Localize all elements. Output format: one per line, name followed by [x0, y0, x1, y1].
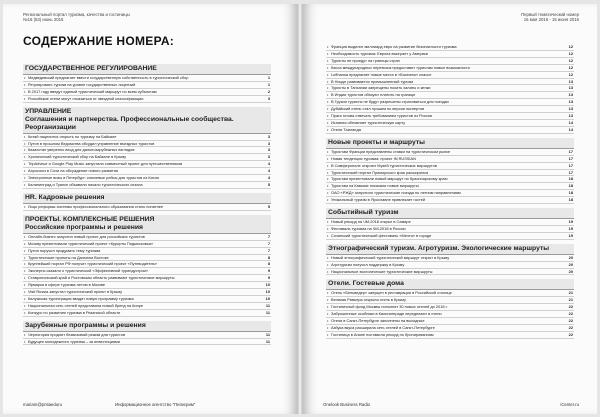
contents-entry[interactable] — [326, 233, 574, 240]
page-number: 1 — [267, 75, 270, 80]
bullet-icon: • — [327, 119, 329, 125]
contents-entry[interactable] — [23, 296, 271, 303]
entry-title: Великая Ривьера открыла отель в Крыму — [331, 297, 406, 303]
entry-title: Необходимость туризма: Европа выиграет у Америки — [331, 50, 428, 56]
page-number: 3 — [267, 147, 270, 153]
entry-title: Франция выделит миллиард евро на развитие безопасности туризма — [331, 44, 457, 49]
bullet-icon: • — [327, 64, 329, 70]
contents-entry[interactable] — [23, 255, 271, 262]
page-number: 11 — [265, 338, 270, 344]
entry-title: Отель «Бельведер» запущен в реставрации в Российской столице — [331, 290, 452, 296]
contents-entry[interactable] — [326, 85, 574, 92]
contents-entry[interactable] — [23, 289, 271, 296]
page-number: 17 — [568, 169, 573, 175]
page-number: 22 — [568, 304, 573, 310]
entry-title: Казахстан уверенно вход для дальнозарубежных взглядов — [28, 147, 135, 153]
page-number: 11 — [265, 302, 270, 308]
bullet-icon: • — [24, 254, 26, 260]
page-number: 8 — [267, 254, 270, 260]
page-number: 22 — [568, 318, 573, 324]
entry-title: Китай нацелится открыть по туризму на Байкале — [28, 133, 117, 139]
bullet-icon: • — [24, 233, 26, 239]
page-number: 8 — [267, 261, 270, 267]
entry-title: Крупнейший портал РФ получит туристический проект «Путеводитель» — [28, 261, 158, 267]
bullet-icon: • — [24, 147, 26, 153]
page-number: 22 — [568, 325, 573, 330]
section-heading — [326, 244, 574, 255]
page-number: 4 — [267, 161, 270, 167]
entry-title: Черногория продлит безвизовый режим для туристов — [28, 331, 126, 337]
contents-entry[interactable] — [23, 175, 271, 182]
contents-entry[interactable] — [326, 51, 574, 58]
entry-title: Visit Russia запустил туристический проект в Крыму — [28, 289, 123, 295]
entry-title: Гостиничный фонд Москвы пополнят 30 новых отелей до 2018 г. — [331, 304, 448, 310]
bullet-icon: • — [327, 331, 329, 337]
contents-entry[interactable] — [326, 170, 574, 177]
bullet-icon: • — [327, 176, 329, 182]
page-number: 5 — [267, 203, 270, 209]
contents-entry[interactable] — [23, 182, 271, 189]
contents-entry[interactable] — [326, 183, 574, 190]
section-title: Отели. Гостевые дома — [328, 280, 404, 288]
bullet-icon: • — [24, 181, 26, 187]
contents-entry[interactable] — [326, 92, 574, 99]
bullet-icon: • — [24, 261, 26, 267]
section-title: УПРАВЛЕНИЕ — [25, 107, 72, 115]
bullet-icon: • — [327, 113, 329, 119]
bullet-icon: • — [24, 95, 26, 101]
contents-entry[interactable] — [326, 197, 574, 204]
entry-title: Отели Таиланда — [331, 126, 361, 132]
entry-title: Аэросоюз в Сочи на обсуждение нового развития — [28, 168, 118, 174]
bullet-icon: • — [24, 81, 26, 87]
contents-entry[interactable] — [326, 176, 574, 183]
bullet-icon: • — [24, 75, 26, 80]
contents-entry[interactable] — [326, 332, 574, 339]
section-heading — [23, 215, 271, 234]
bullet-icon: • — [24, 282, 26, 288]
right-page — [303, 4, 597, 414]
section-heading — [23, 193, 271, 204]
page-number: 9 — [267, 275, 270, 281]
entry-title: Туристам на Кавказе показали новые маршруты — [331, 183, 419, 189]
entry-title: Эксперты сказали о туристической «Эффективной туриндустрии» — [28, 268, 148, 274]
contents-entry[interactable] — [326, 163, 574, 170]
page-number: 13 — [568, 92, 573, 98]
entry-title: Путин поручил продумать тему туризма — [28, 247, 101, 253]
contents-entry[interactable] — [23, 268, 271, 275]
contents-entry[interactable] — [23, 282, 271, 289]
contents-entry[interactable] — [326, 79, 574, 86]
bullet-icon: • — [327, 297, 329, 303]
section-title: ГОСУДАРСТВЕННОЕ РЕГУЛИРОВАНИЕ — [25, 65, 157, 72]
entry-title: Онлайн-бизнес запустил новый проект для российских туристов — [28, 233, 145, 239]
bullet-icon: • — [327, 254, 329, 260]
page-number: 12 — [568, 64, 573, 70]
entry-title: Калининград и Туапсе объявили начало туристического сезона — [28, 181, 143, 187]
entry-title: В 2017 году введут единый туристический маршрут по всем субъектам — [28, 88, 157, 94]
entry-title: Туристы не проедут на границы стран — [331, 57, 400, 63]
section-heading — [326, 208, 574, 219]
bullet-icon: • — [24, 203, 26, 209]
entry-title: Новый этнографический туристический маршрут открыт в Крыму — [331, 254, 450, 260]
bullet-icon: • — [327, 106, 329, 112]
entry-title: ОАО «РЖД» запустило туристические поезда по летним направлениям — [331, 190, 461, 196]
page-number: 22 — [568, 331, 573, 337]
page-title: СОДЕРЖАНИЕ НОМЕРА: — [23, 34, 175, 48]
page-number: 3 — [267, 95, 270, 101]
page-number: 21 — [568, 290, 573, 296]
entry-title: Национальная сеть отелей представила новый бренд на Кипре — [28, 302, 144, 308]
section-title: HR. Кадровые решения — [25, 193, 105, 201]
page-number: 18 — [568, 176, 573, 182]
entry-title: TripAdvisor и Google Play Music запустили совместный проект для путешественников — [28, 161, 183, 167]
section-heading — [326, 279, 574, 290]
contents-entry[interactable] — [23, 96, 271, 103]
entry-title: Касса международных перевозок предоставит туристам новые возможности — [331, 64, 470, 70]
page-number: 10 — [265, 282, 270, 288]
entry-title: Ставропольский край и Ростовская область развивают туристические маршруты — [28, 275, 175, 281]
contents-entry[interactable] — [326, 325, 574, 332]
section-heading — [23, 64, 271, 75]
page-number: 18 — [568, 183, 573, 189]
entry-title: Туристы в Танзании запрещены носить халаты и кепки — [331, 85, 431, 91]
section-title: Соглашения и партнерства. Профессиональные сообщества. — [25, 115, 234, 123]
bullet-icon: • — [24, 133, 26, 139]
entry-title: Российские отели могут отказаться от звездной классификации — [28, 95, 144, 101]
entry-title: Медведевский предлагает ввести государственную собственность в туристический сбор — [28, 75, 189, 80]
page-number: 10 — [265, 289, 270, 295]
entry-title: Новая тенденция туризма: проект IN RUSSIAN — [331, 155, 416, 161]
page-number: 13 — [568, 78, 573, 84]
contents-entry[interactable] — [326, 318, 574, 325]
bullet-icon: • — [327, 50, 329, 56]
header-line: 16 мая 2016 - 15 июня 2016 — [523, 17, 579, 23]
entry-title: Будущее молодежного туризма – за инвестициями — [28, 338, 120, 344]
entry-title: Испания обновляет туристическую карту — [331, 119, 406, 125]
page-number: 9 — [267, 268, 270, 274]
page-number: 3 — [267, 133, 270, 139]
page-number: 2 — [267, 88, 270, 94]
bullet-icon: • — [24, 275, 26, 281]
entry-title: В Симферополе откроют Музей туристических маршрутов — [331, 162, 437, 168]
bullet-icon: • — [327, 183, 329, 189]
bullet-icon: • — [24, 289, 26, 295]
entry-title: Калужская туроперация вводит новую программу туризма — [28, 295, 134, 301]
contents-entry[interactable] — [326, 113, 574, 120]
contents-entry[interactable] — [23, 141, 271, 148]
contents-entry[interactable] — [326, 290, 574, 297]
bullet-icon: • — [24, 331, 26, 337]
bullet-icon: • — [327, 325, 329, 330]
bullet-icon: • — [24, 302, 26, 308]
entry-title: Дубайский отель стал лучшим по версии экспертов — [331, 106, 425, 112]
contents-entry[interactable] — [326, 149, 574, 156]
contents-entry[interactable] — [23, 82, 271, 89]
entry-title: Азбука вкуса расширила сеть отелей в Санкт-Петербурге — [331, 325, 435, 330]
entry-title: Гостиница в Анапе поставила рекорд по бронированиям — [331, 331, 434, 337]
contents-entry[interactable] — [23, 204, 271, 211]
bullet-icon: • — [327, 268, 329, 274]
page-number: 12 — [568, 71, 573, 77]
entry-title: Москву презентовали туристический проект «Курорты Подмосковья» — [28, 240, 154, 246]
entry-title: Туристам презентовали новый маршрут по Красноярскому краю — [331, 176, 448, 182]
contents-entry[interactable] — [326, 297, 574, 304]
page-number: 19 — [568, 225, 573, 231]
entry-title: Сочинский туристический фестиваль «Мечта» в городе — [331, 232, 432, 238]
page-number: 4 — [267, 175, 270, 181]
bullet-icon: • — [327, 44, 329, 49]
page-number: 12 — [568, 57, 573, 63]
contents-entry[interactable] — [23, 154, 271, 161]
page-number: 20 — [568, 261, 573, 267]
entry-title: Регулировать туризм на уровне государственных лицензий — [28, 81, 136, 87]
entry-title: Туристический портал Приморского края расширился — [331, 169, 429, 175]
bullet-icon: • — [24, 88, 26, 94]
bullet-icon: • — [327, 78, 329, 84]
entry-title: В Индии туристов обязуют платить на границе — [331, 92, 416, 98]
entry-title: Туристам Франции представлены ставки на туристическом рынке — [331, 148, 451, 154]
header-line: Региональный портал туризма, качества и гостиницы — [23, 12, 130, 17]
left-contents-column — [23, 60, 271, 345]
contents-entry[interactable] — [23, 310, 271, 317]
contents-entry[interactable] — [23, 147, 271, 154]
entry-title: Конкурс по развитию туризма в Рязанской области — [28, 309, 121, 315]
contents-entry[interactable] — [326, 120, 574, 127]
page-number: 20 — [568, 254, 573, 260]
bullet-icon: • — [24, 338, 26, 344]
section-title: Зарубежные программы и решения — [25, 321, 146, 329]
contents-entry[interactable] — [326, 127, 574, 134]
bullet-icon: • — [24, 295, 26, 301]
bullet-icon: • — [327, 219, 329, 225]
section-title: Событийный туризм — [328, 209, 399, 217]
entry-title: В Ницце развивается промышленный туризм — [331, 78, 414, 84]
contents-entry[interactable] — [326, 311, 574, 318]
header-line: №16 (53) июнь 2016 — [23, 17, 64, 23]
page-number: 17 — [568, 155, 573, 161]
page-number: 4 — [267, 168, 270, 174]
bullet-icon: • — [327, 197, 329, 203]
page-number: 13 — [568, 99, 573, 105]
bullet-icon: • — [327, 232, 329, 238]
contents-entry[interactable] — [23, 234, 271, 241]
entry-title: Национальные экологические туристические маршруты — [331, 268, 433, 274]
entry-title: Фестиваль туризма на ЧМ-2018 в России — [331, 225, 406, 231]
left-footer: mariam@pntiaeduru — [23, 402, 62, 407]
page-number: 21 — [568, 297, 573, 303]
entry-title: Новый рекорд на ЧМ-2018 открыт в Самаре — [331, 219, 411, 225]
contents-entry[interactable] — [326, 65, 574, 72]
contents-entry[interactable] — [23, 275, 271, 282]
left-page — [3, 4, 297, 414]
contents-entry[interactable] — [326, 304, 574, 311]
contents-entry[interactable] — [326, 226, 574, 233]
page-number: 20 — [568, 268, 573, 274]
bullet-icon: • — [327, 85, 329, 91]
entry-title: Туристические проекты на Дальнем Востоке — [28, 254, 109, 260]
page-number: 18 — [568, 190, 573, 196]
contents-entry[interactable] — [23, 161, 271, 168]
page-number: 7 — [267, 247, 270, 253]
entry-title: Агротуризм получил поддержку в Крыму — [331, 261, 405, 267]
bullet-icon: • — [24, 247, 26, 253]
bullet-icon: • — [327, 190, 329, 196]
contents-entry[interactable] — [326, 190, 574, 197]
page-number: 12 — [568, 44, 573, 49]
entry-title: Lufthansa предлагает новые места в «Business» классе — [331, 71, 432, 77]
bullet-icon: • — [327, 162, 329, 168]
right-page-header — [521, 12, 579, 22]
page-number: 13 — [568, 113, 573, 119]
page-number: 11 — [265, 309, 270, 315]
page-number: 5 — [267, 181, 270, 187]
contents-entry[interactable] — [326, 58, 574, 65]
contents-entry[interactable] — [23, 89, 271, 96]
right-footer-site: iCenter.ru — [560, 402, 579, 407]
bullet-icon: • — [327, 304, 329, 310]
bullet-icon: • — [327, 126, 329, 132]
bullet-icon: • — [327, 261, 329, 267]
section-title: Реорганизации — [25, 123, 76, 131]
contents-entry[interactable] — [326, 255, 574, 262]
contents-entry[interactable] — [326, 44, 574, 51]
bullet-icon: • — [24, 240, 26, 246]
page-number: 17 — [568, 162, 573, 168]
page-number: 7 — [267, 240, 270, 246]
section-title: Этнографический туризм. Агротуризм. Экологические маршруты — [328, 244, 550, 252]
contents-entry[interactable] — [23, 303, 271, 310]
contents-entry[interactable] — [326, 106, 574, 113]
bullet-icon: • — [24, 309, 26, 315]
bullet-icon: • — [24, 154, 26, 160]
page-number: 22 — [568, 311, 573, 317]
page-number: 7 — [267, 233, 270, 239]
page-number: 13 — [568, 85, 573, 91]
bullet-icon: • — [327, 92, 329, 98]
contents-entry[interactable] — [23, 261, 271, 268]
entry-title: Электронные визы в Петербург: ключевые рейсы для туристов из Китая — [28, 175, 159, 181]
entry-title: Путин в прошлом Ведомства обсудил управление въездных туристов — [28, 140, 155, 146]
entry-title: Уникальный туризм в Ярославле привлекает гостей — [331, 197, 426, 203]
bullet-icon: • — [327, 57, 329, 63]
page-number: 11 — [265, 331, 270, 337]
page-number: 10 — [265, 295, 270, 301]
entry-title: Хронический туристический сбор на Байкале в Крыму — [28, 154, 127, 160]
page-number: 14 — [568, 126, 573, 132]
header-line: Первый тематический номер — [521, 12, 579, 17]
bullet-icon: • — [327, 71, 329, 77]
bullet-icon: • — [24, 168, 26, 174]
contents-entry[interactable] — [23, 134, 271, 141]
contents-entry[interactable] — [23, 75, 271, 82]
bullet-icon: • — [327, 148, 329, 154]
entry-title: Ярмарка в сфере туризма летом в Москве — [28, 282, 106, 288]
bullet-icon: • — [327, 318, 329, 324]
page-number: 12 — [568, 50, 573, 56]
section-heading — [23, 107, 271, 134]
section-heading — [23, 321, 271, 332]
section-title: Новые проекты и маршруты — [328, 138, 425, 146]
contents-entry[interactable] — [326, 99, 574, 106]
right-contents-column — [326, 44, 574, 339]
contents-entry[interactable] — [23, 339, 271, 346]
bullet-icon: • — [24, 161, 26, 167]
contents-entry[interactable] — [23, 248, 271, 255]
page-number: 3 — [267, 140, 270, 146]
left-footer-publisher: Информационное агентство "Пилигрим" — [115, 402, 196, 407]
page-number: 19 — [568, 219, 573, 225]
entry-title: Отели в Санкт-Петербурге заполнены на выходные — [331, 318, 425, 324]
contents-entry[interactable] — [326, 262, 574, 269]
contents-entry[interactable] — [326, 72, 574, 79]
page-number: 3 — [267, 154, 270, 160]
left-page-header — [23, 12, 130, 22]
page-number: 18 — [568, 197, 573, 203]
bullet-icon: • — [327, 155, 329, 161]
bullet-icon: • — [24, 175, 26, 181]
section-title: ПРОЕКТЫ. КОМПЛЕКСНЫЕ РЕШЕНИЯ — [25, 215, 155, 223]
contents-entry[interactable] — [326, 269, 574, 276]
page-number: 17 — [568, 148, 573, 154]
bullet-icon: • — [327, 290, 329, 296]
right-footer: Onelook Business Radio — [323, 402, 371, 407]
section-heading — [326, 138, 574, 149]
bullet-icon: • — [24, 268, 26, 274]
page-number: 14 — [568, 119, 573, 125]
bullet-icon: • — [24, 140, 26, 146]
entry-title: Заброшенные особняки в Калининграде переделают в отели — [331, 311, 442, 317]
bullet-icon: • — [327, 99, 329, 105]
contents-entry[interactable] — [326, 156, 574, 163]
page-number: 13 — [568, 106, 573, 112]
contents-entry[interactable] — [23, 332, 271, 339]
contents-entry[interactable] — [23, 241, 271, 248]
section-title: Российские программы и решения — [25, 223, 143, 231]
contents-entry[interactable] — [23, 168, 271, 175]
bullet-icon: • — [327, 225, 329, 231]
page-number: 19 — [568, 232, 573, 238]
entry-title: Лицо реформы системы профессионального образования стало понятнее — [28, 203, 164, 209]
entry-title: Прага готова отвечать требованиям туристов из России — [331, 113, 432, 119]
page-number: 1 — [267, 81, 270, 87]
contents-entry[interactable] — [326, 219, 574, 226]
bullet-icon: • — [327, 169, 329, 175]
entry-title: В Грузии туристы не будут разрешены страховаться для поездки — [331, 99, 449, 105]
bullet-icon: • — [327, 311, 329, 317]
